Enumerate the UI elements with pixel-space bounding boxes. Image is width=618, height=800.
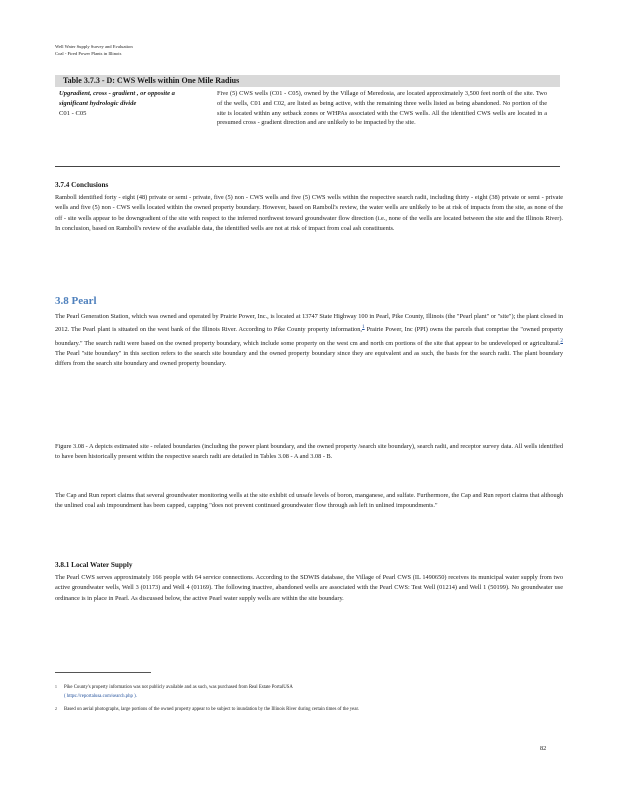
section-heading-3-7-4: 3.7.4 Conclusions: [55, 181, 109, 189]
section-heading-3-8: 3.8 Pearl: [55, 295, 97, 307]
paragraph-figure-reference: Figure 3.08 - A depicts estimated site - related boundaries (including the power plant boundary, and the owned property /search site boundary), search radii, and receptor survey data. All wells identified to have been historically present within the respective search radii are detailed in Tables 3.08 - A and 3.08 - B.: [55, 443, 563, 461]
footnote-divider: [55, 672, 151, 673]
running-header-line-1: Well Water Supply Survey and Evaluation: [55, 44, 133, 49]
paragraph-conclusions: Ramboll identified forty - eight (48) private or semi - private, five (5) non - CWS wells and five (5) CWS wells within the respective search radii, including thirty - eight (38) private or semi - private wells and five (5) non - CWS wells located within the owned property boundary. However, based on Ramboll's review, the water wells are unlikely to be at risk of impacts from the site, as none of the off - site wells appear to be downgradient of the site with respect to the inferred northwest toward groundwater flow direction (i.e., none of the wells are located between the site and the Illinois River). In conclusion, based on Ramboll's review of the available data, the identified wells are not at risk of impact from coal ash constituents.: [55, 194, 563, 232]
pearl-intro-text-1: The Pearl Generation Station, which was owned and operated by Prairie Power, Inc., is located at 13747 State Highway 100 in Pearl, Pike County, Illinois (the "Pearl plant" or "site"); the plant closed in 2012. The Pearl plant is situated on the west bank of the Illinois River. According to Pike County property information,: [55, 313, 563, 334]
section-heading-3-8-1: 3.8.1 Local Water Supply: [55, 561, 133, 569]
running-header: [55, 43, 133, 57]
footnote-1-text: Pike County's property information was not publicly available and as such, was purchased from Real Estate PortalUSA: [64, 685, 293, 690]
paragraph-pearl-intro: [55, 312, 563, 370]
table-row-wells: C01 - C05: [59, 109, 87, 117]
footnote-1-link[interactable]: ( https://reportalusa.com/search.php ).: [64, 693, 137, 699]
footnote-ref-1[interactable]: 1: [362, 324, 365, 331]
wells-table: [55, 87, 560, 167]
footnote-1-body: [64, 684, 559, 701]
running-header-line-2: Coal - Fired Power Plants in Illinois: [55, 51, 122, 56]
table-row-label-text: Upgradient, cross - gradient , or opposite a significant hydrologic divide: [59, 90, 175, 107]
table-row-label: [59, 89, 204, 118]
footnote-2-text: Based on aerial photographs, large portions of the owned property appear to be subject to inundation by the Illinois River during certain times of the year.: [64, 707, 359, 712]
page-number: 82: [540, 745, 547, 752]
footnote-1-number: 1: [55, 685, 57, 689]
footnote-ref-2[interactable]: 2: [560, 337, 563, 344]
table-row-description: Five (5) CWS wells (C01 - C05), owned by the Village of Meredosia, are located approximately 3,500 feet north of the site. Two of the wells, C01 and C02, are listed as being active, with the remaining three wells listed as being abandoned. No portion of the site is located within any setback zones or WHPAs associated with the CWS wells. All the identified CWS wells are located in a presumed cross - gradient direction and are unlikely to be impacted by the site.: [217, 90, 547, 127]
pearl-intro-text-3: The Pearl "site boundary" in this section refers to the search site boundary and the owned property boundary since they are equivalent and as such, the basis for the search radii. The plant boundary differs from the search site boundary and owned property boundary.: [55, 350, 563, 368]
pearl-intro-text-2: Prairie Power, Inc (PPI) owns the parcels that comprise the "owned property boundary." The search radii were based on the owned property boundary, which include some property on the west cm and north cm portions of the site that appear to be undeveloped or agricultural.: [55, 326, 563, 347]
footnote-2-number: 2: [55, 707, 57, 711]
paragraph-local-water-supply: The Pearl CWS serves approximately 166 people with 64 service connections. According to the SDWIS database, the Village of Pearl CWS (IL 1490650) receives its municipal water supply from two active groundwater wells, Well 3 (01173) and Well 4 (01169). The following inactive, abandoned wells are associated with the Pearl CWS: Test Well (01214) and Well 1 (50199). No groundwater use ordinance is in place in Pearl. As discussed below, the active Pearl water supply wells are within the site boundary.: [55, 574, 563, 602]
table-title: Table 3.7.3 - D: CWS Wells within One Mile Radius: [55, 75, 560, 87]
paragraph-cap-and-run: The Cap and Run report claims that several groundwater monitoring wells at the site exhibit cd unsafe levels of boron, manganese, and sulfate. Furthermore, the Cap and Run report claims that although the unlined coal ash impoundment has been capped, capping "does not prevent continued groundwater flow through ash left in unlined impoundments.": [55, 492, 563, 510]
